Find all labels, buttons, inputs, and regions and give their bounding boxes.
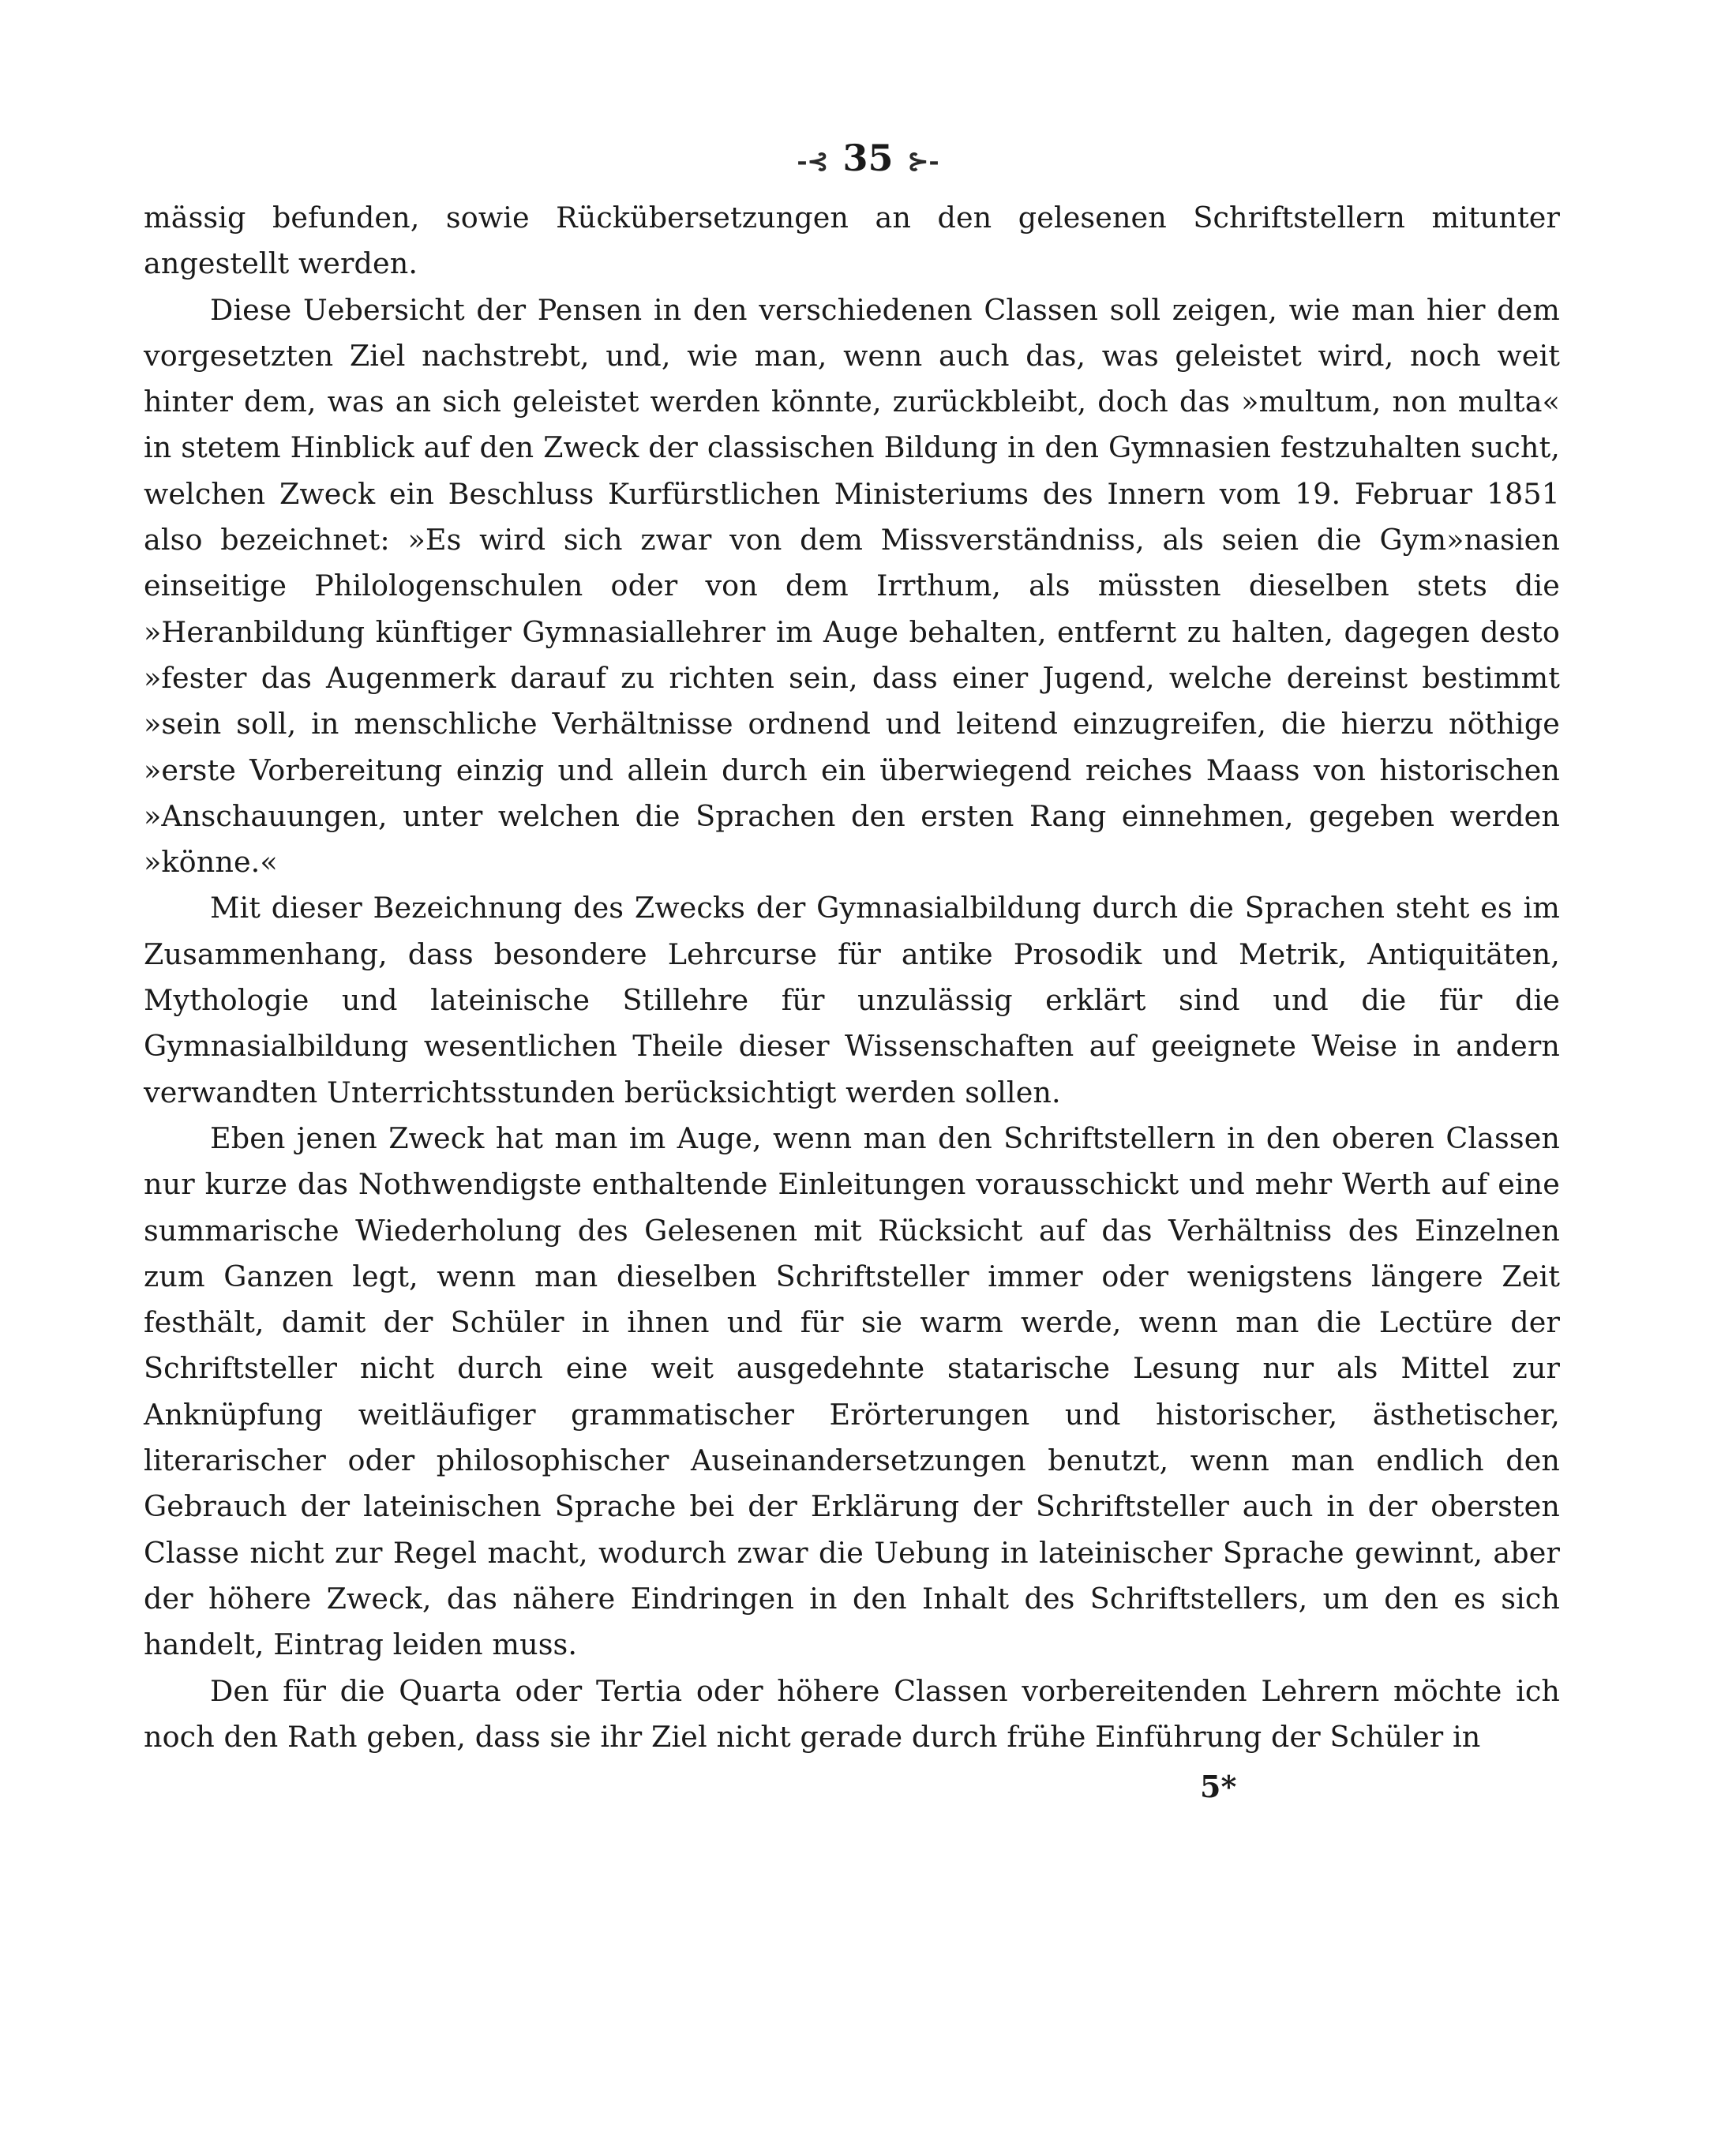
- page-header: [0, 134, 1736, 185]
- printer-signature: 5*: [1200, 1769, 1237, 1804]
- paragraph: Eben jenen Zweck hat man im Auge, wenn man den Schriftstellern in den oberen Classen nur kurze das Nothwendigste enthaltende Einleitungen vorausschickt und mehr Werth auf eine summarische Wiederholung des Gelesenen mit Rücksicht auf das Verhältniss des Einzelnen zum Ganzen legt, wenn man dieselben Schriftsteller immer oder wenigstens längere Zeit festhält, damit der Schüler in ihnen und für sie warm werde, wenn man die Lectüre der Schriftsteller nicht durch eine weit ausgedehnte statarische Lesung nur als Mittel zur Anknüpfung weitläufiger grammatischer Erörterungen und historischer, ästhetischer, literarischer oder philosophischer Auseinandersetzungen benutzt, wenn man endlich den Gebrauch der lateinischen Sprache bei der Erklärung der Schriftsteller auch in der obersten Classe nicht zur Regel macht, wodurch zwar die Uebung in lateinischer Sprache gewinnt, aber der höhere Zweck, das nähere Eindringen in den Inhalt des Schriftstellers, um den es sich handelt, Eintrag leiden muss.: [144, 1120, 1560, 1662]
- paragraph: Mit dieser Bezeichnung des Zwecks der Gymnasialbildung durch die Sprachen steht es im Zusammenhang, dass besondere Lehrcurse für antike Prosodik und Metrik, Antiquitäten, Mythologie und lateinische Stillehre für unzulässig erklärt sind und die für die Gymnasialbildung wesentlichen Theile dieser Wissenschaften auf geeignete Weise in andern verwandten Unterrichtsstunden berücksichtigt werden sollen.: [144, 891, 1560, 1109]
- paragraph: mässig befunden, sowie Rückübersetzungen an den gelesenen Schriftstellern mitunter angestellt werden.: [144, 201, 1560, 281]
- body-text: [144, 195, 1560, 1760]
- paragraph: Diese Uebersicht der Pensen in den verschiedenen Classen soll zeigen, wie man hier dem vorgesetzten Ziel nachstrebt, und, wie man, wenn auch das, was geleistet wird, noch weit hinter dem, was an sich geleistet werden könnte, zurückbleibt, doch das »multum, non multa« in stetem Hinblick auf den Zweck der classischen Bildung in den Gymnasien festzuhalten sucht, welchen Zweck ein Beschluss Kurfürstlichen Ministeriums des Innern vom 19. Februar 1851 also bezeichnet: »Es wird sich zwar von dem Missverständniss, als seien die Gym»nasien einseitige Philologenschulen oder von dem Irrthum, als müssten dieselben stets die »Heranbildung künftiger Gymnasiallehrer im Auge behalten, entfernt zu halten, dagegen desto »fester das Augenmerk darauf zu richten sein, dass einer Jugend, welche dereinst bestimmt »sein soll, in menschliche Verhältnisse ordnend und leitend einzugreifen, die hierzu nöthige »erste Vorbereitung einzig und allein durch ein überwiegend reiches Maass von historischen »Anschauungen, unter welchen die Sprachen den ersten Rang einnehmen, gegeben werden »könne.«: [144, 292, 1560, 880]
- right-ornament-icon: ⊱-: [907, 146, 939, 176]
- paragraph: Den für die Quarta oder Tertia oder höhere Classen vorbereitenden Lehrern möchte ich noch den Rath geben, dass sie ihr Ziel nicht gerade durch frühe Einführung der Schüler in: [144, 1673, 1560, 1754]
- page-number: 35: [842, 137, 894, 179]
- left-ornament-icon: -⊰: [797, 146, 829, 176]
